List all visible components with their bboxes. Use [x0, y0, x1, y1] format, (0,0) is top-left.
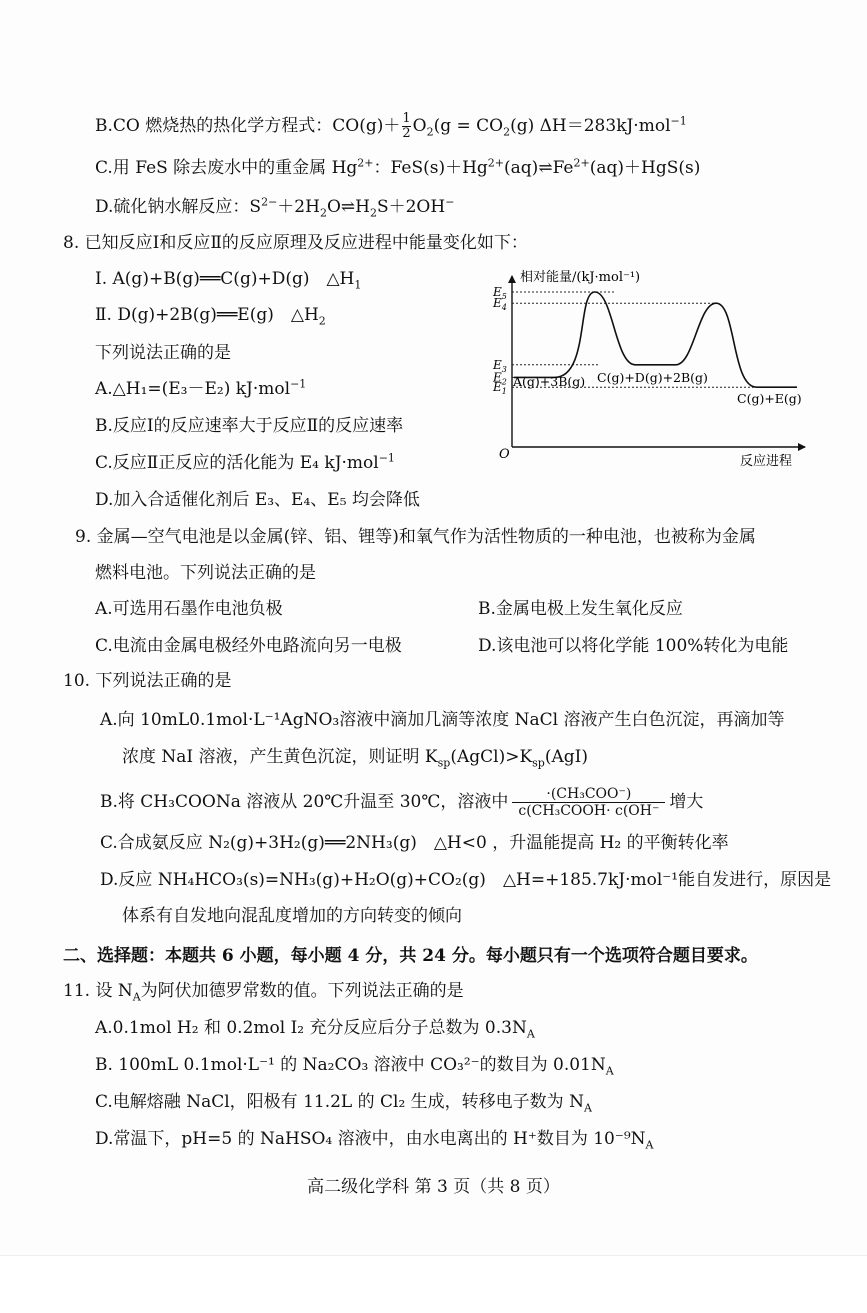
q10-option-c: C.合成氨反应 N₂(g)+3H₂(g)══2NH₃(g) △H<0 ，升温能提高 H₂ 的平衡转化率	[100, 833, 729, 853]
x-axis-label: 反应进程	[740, 454, 793, 469]
ksp-sub-1: sp	[437, 756, 451, 770]
q8c-sup: −1	[378, 451, 395, 465]
q7c-eq-a: ：FeS(s)＋Hg	[373, 158, 488, 178]
ratio-denominator: c(CH₃COOH· c(OH⁻	[518, 803, 660, 819]
q7c-fe-sup: 2+	[573, 156, 590, 170]
q7-option-b	[95, 112, 687, 141]
q7b-eq-a: CO(g)＋	[332, 116, 401, 136]
ksp-sub-2: sp	[532, 756, 545, 770]
curve-annotation-1: A(g)+3B(g)	[513, 374, 586, 390]
origin-label: O	[499, 447, 510, 462]
q10-option-a-line2	[122, 746, 588, 768]
q9-option-c: C.电流由金属电极经外电路流向另一电极	[95, 636, 402, 656]
q8-option-d: D.加入合适催化剂后 E₃、E₄、E₅ 均会降低	[95, 490, 420, 510]
q11a-sub: A	[526, 1027, 535, 1041]
q9-option-a: A.可选用石墨作电池负极	[95, 599, 283, 619]
q10-option-a-line1: A.向 10mL0.1mol·L⁻¹AgNO₃溶液中滴加几滴等浓度 NaCl 溶液产生白色沉淀，再滴加等	[100, 710, 785, 730]
q7d-eq-b: O	[326, 197, 341, 217]
q11c-sub: A	[583, 1101, 592, 1115]
q7d-arrow: ⇌	[340, 197, 356, 217]
level-label-e1: $E_1$	[493, 380, 507, 397]
q8-stem: 8. 已知反应Ⅰ和反应Ⅱ的反应原理及反应进程中能量变化如下：	[63, 233, 528, 253]
q9-stem-line1: 9. 金属—空气电池是以金属(锌、铝、锂等)和氧气作为活性物质的一种电池，也被称为金属	[75, 527, 756, 547]
q8-reaction-2	[95, 304, 326, 326]
q11b-text: B. 100mL 0.1mol·L⁻¹ 的 Na₂CO₃ 溶液中 CO₃²⁻的数目为 0.01N	[95, 1055, 606, 1075]
q11b-sub: A	[605, 1064, 614, 1078]
q8-r1-text: Ⅰ. A(g)+B(g)══C(g)+D(g) △H	[95, 269, 355, 289]
q7b-eq-e: (g) ΔH＝283kJ·mol	[510, 116, 671, 136]
q7d-eq-d: S＋2OH	[376, 197, 446, 217]
q8-ask: 下列说法正确的是	[95, 343, 231, 363]
x-axis-arrow	[798, 443, 806, 451]
q9-option-d: D.该电池可以将化学能 100%转化为电能	[478, 636, 789, 656]
q11-option-b	[95, 1054, 614, 1076]
q9-option-b: B.金属电极上发生氧化反应	[478, 599, 683, 619]
q8a-text: A.△H₁=(E₃－E₂) kJ·mol	[95, 379, 291, 399]
page-footer: 高二级化学科 第 3 页（共 8 页）	[307, 1177, 560, 1197]
q7b-co2-sub: 2	[503, 125, 511, 139]
q7b-unit-sup: −1	[670, 114, 687, 128]
q10a-text-c: (AgI)	[544, 747, 588, 767]
q8-option-a	[95, 378, 306, 400]
q7c-label: C.用 FeS 除去废水中的重金属 Hg	[95, 158, 358, 178]
q10-option-d-line1: D.反应 NH₄HCO₃(s)=NH₃(g)+H₂O(g)+CO₂(g) △H=+185.7kJ·mol⁻¹能自发进行，原因是	[100, 870, 832, 890]
q11c-text: C.电解熔融 NaCl，阳极有 11.2L 的 Cl₂ 生成，转移电子数为 N	[95, 1092, 584, 1112]
q7d-eq-c: H	[355, 197, 370, 217]
q8-option-b: B.反应Ⅰ的反应速率大于反应Ⅱ的反应速率	[95, 416, 404, 436]
q7b-eq-c: (g	[433, 116, 457, 136]
q9-stem-line2: 燃料电池。下列说法正确的是	[95, 563, 316, 583]
q10-stem: 10. 下列说法正确的是	[63, 671, 232, 691]
level-label-e5: $E_5$	[493, 285, 507, 301]
q7d-h-sub: 2	[319, 206, 327, 220]
q7c-eq-d: (aq)＋HgS(s)	[589, 158, 701, 178]
q7c-eq-b: (aq)	[504, 158, 539, 178]
ratio-numerator: ·(CH₃COO⁻)	[546, 786, 632, 802]
q11-option-c	[95, 1091, 592, 1113]
q11-option-a	[95, 1017, 535, 1039]
q7c-eq-c: Fe	[552, 158, 574, 178]
q7b-eq-d: CO	[476, 116, 504, 136]
q7c-arrow: ⇌	[538, 158, 553, 178]
q7-option-c	[95, 157, 700, 179]
q7c-hg-sup-2: 2+	[487, 156, 505, 170]
q7b-o-sub: 2	[426, 125, 434, 139]
curve-annotation-2: C(g)+D(g)+2B(g)	[597, 369, 708, 385]
y-axis-arrow	[508, 275, 516, 283]
half-num: 1	[402, 111, 411, 126]
q11a-text: A.0.1mol H₂ 和 0.2mol I₂ 充分反应后分子总数为 0.3N	[95, 1018, 527, 1038]
section-2-heading: 二、选择题：本题共 6 小题，每小题 4 分，共 24 分。每小题只有一个选项符合题目要求。	[63, 946, 758, 966]
level-label-e4: $E_4$	[493, 296, 507, 313]
q7b-arrow: =	[456, 116, 471, 136]
q7d-oh-sup: −	[445, 195, 455, 209]
q11-stem-sub: A	[132, 990, 141, 1004]
q11-stem-a: 11. 设 N	[63, 981, 133, 1001]
half-den: 2	[402, 126, 411, 141]
q8-reaction-1	[95, 268, 361, 290]
energy-diagram	[485, 262, 815, 472]
y-axis-label: 相对能量/(kJ·mol⁻¹)	[520, 270, 641, 285]
q11-stem	[63, 980, 464, 1002]
q8-r2-text: Ⅱ. D(g)+2B(g)══E(g) △H	[95, 305, 319, 325]
q7d-h2-sub: 2	[369, 206, 377, 220]
q8-option-c	[95, 452, 395, 474]
ratio-fraction	[512, 786, 665, 819]
q11d-sub: A	[645, 1138, 654, 1152]
q7c-hg-sup: 2+	[357, 156, 374, 170]
q10a-text-b: (AgCl)>K	[450, 747, 533, 767]
q10-option-d-line2: 体系有自发地向混乱度增加的方向转变的倾向	[122, 906, 462, 926]
q7-option-d	[95, 196, 454, 218]
level-label-e3: $E_3$	[493, 357, 507, 374]
q7b-eq-b: O	[412, 116, 427, 136]
level-label-e2: $E_2$	[493, 370, 507, 387]
q10-option-b	[100, 786, 703, 819]
q10a-text: 浓度 NaI 溶液，产生黄色沉淀，则证明 K	[122, 747, 438, 767]
bottom-margin	[0, 1255, 867, 1313]
q8a-sup: −1	[290, 377, 307, 391]
q7b-label: B.CO 燃烧热的热化学方程式：	[95, 116, 333, 136]
q10b-text-b: 增大	[669, 792, 704, 812]
half-fraction	[402, 112, 410, 141]
q8-r1-sub: 1	[354, 278, 362, 292]
q11-stem-b: 为阿伏加德罗常数的值。下列说法正确的是	[140, 981, 464, 1001]
q11d-text: D.常温下，pH=5 的 NaHSO₄ 溶液中，由水电离出的 H⁺数目为 10⁻⁹N	[95, 1129, 646, 1149]
q8-r2-sub: 2	[318, 314, 326, 328]
q7d-s-sup: 2−	[261, 195, 278, 209]
q10b-text: B.将 CH₃COONa 溶液从 20℃升温至 30℃，溶液中	[100, 792, 509, 812]
q8c-text: C.反应Ⅱ正反应的活化能为 E₄ kJ·mol	[95, 453, 379, 473]
q7d-eq-a: ＋2H	[277, 197, 320, 217]
curve-annotation-3: C(g)+E(g)	[737, 391, 802, 407]
q7d-label: D.硫化钠水解反应：S	[95, 197, 262, 217]
q11-option-d	[95, 1128, 654, 1150]
